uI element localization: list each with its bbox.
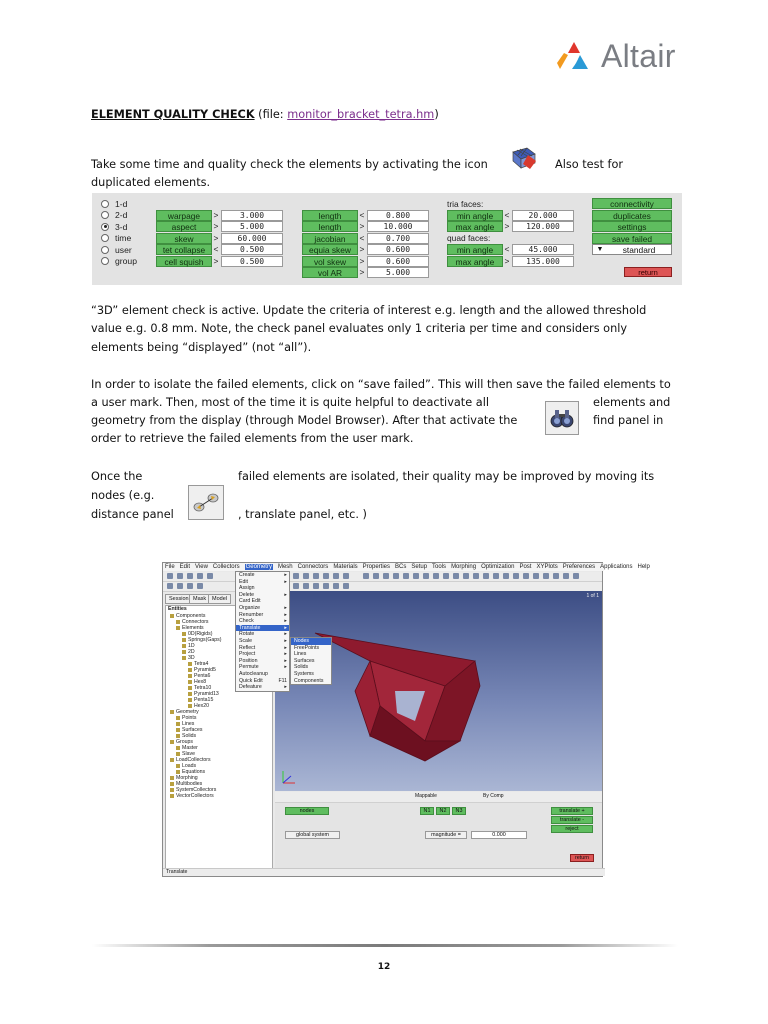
menu-item-delete[interactable]: Delete ▸ — [239, 591, 287, 598]
jacobian-button[interactable]: jacobian — [302, 233, 358, 244]
geometry-menu — [235, 571, 290, 692]
tree-item[interactable]: Loads — [176, 763, 196, 769]
menu-view[interactable]: View — [195, 564, 208, 570]
altair-logo-text: Altair — [601, 38, 676, 74]
toolbar-icon[interactable] — [207, 573, 213, 579]
quality-check-icon — [509, 146, 539, 170]
tree-item[interactable]: Hex20 — [188, 703, 209, 709]
distance-panel-icon — [188, 485, 224, 520]
intro-line-1b — [555, 156, 623, 174]
menu-item-reflect[interactable]: Reflect ▸ — [239, 644, 287, 651]
translate-minus-button[interactable]: translate - — [551, 816, 593, 824]
isolate-line-2b: elements and — [593, 396, 671, 409]
quad-max-angle-button[interactable]: max angle — [447, 256, 503, 267]
toolbar-icon[interactable] — [423, 573, 429, 579]
file-link[interactable]: monitor_bracket_tetra.hm — [287, 108, 435, 121]
jacobian-op: < — [359, 233, 365, 243]
submenu-item-nodes[interactable]: Nodes — [291, 638, 331, 645]
translate-submenu — [290, 637, 332, 685]
menu-geometry[interactable]: Geometry — [245, 564, 272, 570]
toolbar-icon[interactable] — [333, 573, 339, 579]
toolbar-icon[interactable] — [187, 583, 193, 589]
menu-collectors[interactable]: Collectors — [212, 564, 240, 570]
tree-item[interactable]: Multibodies — [170, 781, 202, 787]
cell-squish-button[interactable]: cell squish — [156, 256, 212, 267]
page-number: 12 — [377, 962, 391, 972]
radio-indicator-selected — [101, 223, 109, 231]
skew-field[interactable]: 60.000 — [221, 233, 283, 244]
toolbar-icon[interactable] — [197, 573, 203, 579]
tree-item[interactable]: SystemCollectors — [170, 787, 216, 793]
improve-line-1b: failed elements are isolated, their quality may be improved by moving its — [238, 470, 655, 483]
tree-item[interactable]: Points — [176, 715, 196, 721]
n2-button[interactable]: N2 — [436, 807, 450, 815]
radio-group[interactable] — [101, 255, 137, 266]
toolbar-icon[interactable] — [303, 573, 309, 579]
radio-indicator — [101, 246, 109, 254]
radio-indicator — [101, 234, 109, 242]
submenu-item-surfaces[interactable]: Surfaces — [294, 657, 315, 664]
nodes-selector[interactable]: nodes — [285, 807, 329, 815]
tria-min-angle-field[interactable]: 20.000 — [512, 210, 574, 221]
isolate-line-4: order to retrieve the failed elements from the user mark. — [91, 432, 414, 445]
toolbar-icon[interactable] — [333, 583, 339, 589]
menu-item-defeature[interactable]: Defeature ▸ — [239, 684, 287, 691]
menu-connectors[interactable]: Connectors — [297, 564, 329, 570]
toolbar-icon[interactable] — [313, 583, 319, 589]
tree-item[interactable]: VectorCollectors — [170, 793, 214, 799]
standard-select[interactable] — [592, 244, 672, 255]
submenu-item-freepoints[interactable]: FreePoints — [294, 644, 320, 651]
magnitude-label[interactable]: magnitude = — [425, 831, 467, 839]
isolate-line-2a: a user mark. Then, most of the time it is quite helpful to deactivate all — [91, 396, 489, 409]
quad-min-angle-button[interactable]: min angle — [447, 244, 503, 255]
toolbar-icon[interactable] — [293, 573, 299, 579]
isolate-line-3b: find panel in — [593, 414, 664, 427]
toolbar-icon[interactable] — [463, 573, 469, 579]
tree-item[interactable]: 2D — [182, 649, 195, 655]
tet-collapse-button[interactable]: tet collapse — [156, 244, 212, 255]
quad-max-angle-field[interactable]: 135.000 — [512, 256, 574, 267]
menu-post[interactable]: Post — [519, 564, 532, 570]
vol-ar-button[interactable]: vol AR — [302, 267, 358, 278]
tree-item[interactable]: 1D — [182, 643, 195, 649]
file-prefix: (file: — [254, 108, 288, 121]
tree-item[interactable]: Geometry — [170, 709, 199, 715]
menu-bar — [163, 563, 650, 571]
menu-item-quick-edit[interactable]: Quick Edit F11 — [239, 677, 287, 684]
settings-button[interactable]: settings — [592, 221, 672, 232]
menu-optimization[interactable]: Optimization — [481, 564, 515, 570]
menu-help[interactable]: Help — [637, 564, 650, 570]
binoculars-find-icon — [545, 401, 579, 435]
toolbar-icon[interactable] — [553, 573, 559, 579]
toolbar-icon[interactable] — [293, 583, 299, 589]
tree-item[interactable]: LoadCollectors — [170, 757, 211, 763]
section-title: ELEMENT QUALITY CHECK — [91, 108, 255, 121]
reject-button[interactable]: reject — [551, 825, 593, 833]
duplicates-button[interactable]: duplicates — [592, 210, 672, 221]
tree-item[interactable]: Solids — [176, 733, 196, 739]
toolbar-icon[interactable] — [383, 573, 389, 579]
toolbar-icon[interactable] — [453, 573, 459, 579]
equia-skew-op: > — [359, 244, 365, 254]
toolbar-icon[interactable] — [167, 583, 173, 589]
improve-line-3b: , translate panel, etc. ) — [238, 508, 367, 521]
menu-item-scale[interactable]: Scale ▸ — [239, 637, 287, 644]
tree-item[interactable]: Equations — [176, 769, 205, 775]
equia-skew-field[interactable]: 0.600 — [367, 244, 429, 255]
radio-label: 3-d — [115, 221, 128, 232]
tet-collapse-field[interactable]: 0.500 — [221, 244, 283, 255]
warpage-op: > — [213, 210, 219, 220]
menu-item-project[interactable]: Project ▸ — [239, 651, 287, 658]
tree-item[interactable]: Pyramid5 — [188, 667, 216, 673]
length-max-op: > — [359, 221, 365, 231]
menu-applications[interactable]: Applications — [600, 564, 633, 570]
connectivity-button[interactable]: connectivity — [592, 198, 672, 209]
menu-item-check[interactable]: Check ▸ — [239, 618, 287, 625]
tree-item[interactable]: 0D(Rigids) — [182, 631, 213, 637]
radio-indicator — [101, 200, 109, 208]
menu-item-create[interactable]: Create ▸ — [239, 572, 287, 578]
tab-session[interactable]: Session — [165, 594, 193, 604]
tree-item[interactable]: Lines — [176, 721, 194, 727]
intro-line-2 — [91, 174, 210, 192]
tria-min-angle-button[interactable]: min angle — [447, 210, 503, 221]
dropdown-triangle-icon: ▼ — [596, 246, 604, 253]
menu-item-permute[interactable]: Permute ▸ — [239, 664, 287, 671]
vol-ar-op: > — [359, 267, 365, 277]
tria-max-angle-button[interactable]: max angle — [447, 221, 503, 232]
criteria-line-2: value e.g. 0.8 mm. Note, the check panel evaluates only 1 criteria per time and considers only — [91, 322, 628, 336]
radio-2d[interactable] — [101, 209, 127, 220]
visualization-toolbar — [275, 792, 602, 803]
improve-line-1a: Once the — [91, 470, 143, 483]
toolbar-icon[interactable] — [343, 583, 349, 589]
menu-item-assign[interactable]: Assign — [239, 585, 255, 592]
menu-item-position[interactable]: Position ▸ — [239, 657, 287, 664]
magnitude-field[interactable]: 0.000 — [471, 831, 527, 839]
tria-min-angle-op: < — [504, 210, 510, 220]
toolbar-icon[interactable] — [433, 573, 439, 579]
translate-panel — [275, 803, 602, 875]
tree-item[interactable]: Master — [176, 745, 198, 751]
section-heading — [91, 108, 439, 121]
toolbar-icon[interactable] — [177, 573, 183, 579]
toolbar-icon[interactable] — [187, 573, 193, 579]
standard-select-value: standard — [622, 244, 656, 255]
radio-time[interactable] — [101, 232, 131, 243]
toolbar-icon[interactable] — [393, 573, 399, 579]
intro-text-a: Take some time and quality check the elements by activating the icon — [91, 158, 488, 171]
quad-max-angle-op: > — [504, 256, 510, 266]
panel-return-button[interactable]: return — [570, 854, 594, 862]
menu-xyplots[interactable]: XYPlots — [536, 564, 558, 570]
menu-item-autocleanup[interactable]: Autocleanup — [239, 670, 268, 677]
altair-logo-mark — [556, 41, 592, 73]
warpage-field[interactable]: 3.000 — [221, 210, 283, 221]
tree-item[interactable]: Penta6 — [188, 673, 210, 679]
menu-setup[interactable]: Setup — [411, 564, 428, 570]
footer-divider — [92, 944, 678, 947]
radio-indicator — [101, 211, 109, 219]
graphics-viewport[interactable] — [275, 591, 602, 791]
tree-item[interactable]: 3D — [182, 655, 195, 661]
radio-3d[interactable] — [101, 221, 127, 232]
toolbar-icon[interactable] — [177, 583, 183, 589]
menu-item-organize[interactable]: Organize ▸ — [239, 604, 287, 611]
isolate-line-3a: geometry from the display (through Model Browser). After that activate the — [91, 414, 518, 427]
menu-tools[interactable]: Tools — [432, 564, 447, 570]
tree-item[interactable]: Connectors — [176, 619, 209, 625]
tree-item[interactable]: Slave — [176, 751, 195, 757]
radio-1d[interactable] — [101, 198, 127, 209]
length-max-button[interactable]: length — [302, 221, 358, 232]
criteria-line-1: “3D” element check is active. Update the criteria of interest e.g. length and the allowed threshold — [91, 304, 647, 317]
menu-file[interactable]: File — [165, 564, 175, 570]
tree-item[interactable]: Hex8 — [188, 679, 206, 685]
menu-item-card-edit[interactable]: Card Edit — [239, 598, 261, 605]
intro-text-b: Also test for — [555, 158, 624, 171]
length-min-button[interactable]: length — [302, 210, 358, 221]
quad-min-angle-op: < — [504, 244, 510, 254]
file-suffix: ) — [434, 108, 439, 121]
toolbar-icon[interactable] — [363, 573, 369, 579]
tree-item[interactable]: Groups — [170, 739, 193, 745]
entities-header: Entities — [168, 606, 187, 612]
submenu-item-components[interactable]: Components — [294, 677, 324, 684]
menu-item-translate[interactable]: Translate ▸ — [236, 625, 289, 632]
toolbar-icon[interactable] — [323, 583, 329, 589]
tree-item[interactable]: Tetra4 — [188, 661, 208, 667]
return-button[interactable]: return — [624, 267, 672, 277]
tree-item[interactable]: Springs(Gaps) — [182, 637, 221, 643]
aspect-op: > — [213, 221, 219, 231]
toolbar-icon[interactable] — [403, 573, 409, 579]
toolbar-icon[interactable] — [513, 573, 519, 579]
cell-squish-field[interactable]: 0.500 — [221, 256, 283, 267]
submenu-item-systems[interactable]: Systems — [294, 670, 314, 677]
tree-item[interactable]: Pyramid13 — [188, 691, 219, 697]
toolbar-icon[interactable] — [483, 573, 489, 579]
toolbar-icon[interactable] — [573, 573, 579, 579]
tree-item[interactable]: Components — [170, 613, 205, 619]
axis-triad-icon — [279, 767, 299, 787]
hypermesh-screenshot — [162, 562, 650, 877]
toolbar-icon[interactable] — [473, 573, 479, 579]
criteria-paragraph — [91, 302, 686, 357]
vol-skew-field[interactable]: 0.600 — [367, 256, 429, 267]
toolbar-icon[interactable] — [323, 573, 329, 579]
toolbar-icon[interactable] — [523, 573, 529, 579]
altair-logo — [556, 40, 686, 76]
tab-model[interactable]: Model — [208, 594, 231, 604]
toolbar-icon[interactable] — [563, 573, 569, 579]
toolbar-icon[interactable] — [313, 573, 319, 579]
improve-line-2: nodes (e.g. — [91, 489, 155, 502]
length-max-field[interactable]: 10.000 — [367, 221, 429, 232]
vol-skew-op: > — [359, 256, 365, 266]
toolbar-icon[interactable] — [533, 573, 539, 579]
aspect-button[interactable]: aspect — [156, 221, 212, 232]
equia-skew-button[interactable]: equia skew — [302, 244, 358, 255]
radio-user[interactable] — [101, 244, 132, 255]
tab-mask[interactable]: Mask — [189, 594, 210, 604]
cell-squish-op: > — [213, 256, 219, 266]
toolbar-icon[interactable] — [167, 573, 173, 579]
by-comp-label[interactable]: By Comp — [483, 793, 504, 799]
intro-text-c: duplicated elements. — [91, 176, 211, 189]
intro-line-1 — [91, 156, 488, 174]
skew-op: > — [213, 233, 219, 243]
tree-item[interactable]: Penta15 — [188, 697, 213, 703]
tree-item[interactable]: Morphing — [170, 775, 198, 781]
toolbar-icon[interactable] — [543, 573, 549, 579]
toolbar-icon[interactable] — [197, 583, 203, 589]
quad-faces-label: quad faces: — [447, 233, 491, 243]
warpage-button[interactable]: warpage — [156, 210, 212, 221]
toolbar-icon[interactable] — [373, 573, 379, 579]
menu-preferences[interactable]: Preferences — [562, 564, 596, 570]
quad-min-angle-field[interactable]: 45.000 — [512, 244, 574, 255]
radio-indicator — [101, 257, 109, 265]
save-failed-button[interactable]: save failed — [592, 233, 672, 244]
tria-max-angle-op: > — [504, 221, 510, 231]
n3-button[interactable]: N3 — [452, 807, 466, 815]
submenu-item-solids[interactable]: Solids — [294, 664, 309, 671]
skew-button[interactable]: skew — [156, 233, 212, 244]
improve-line-3a: distance panel — [91, 508, 174, 521]
toolbar-row-1 — [163, 572, 602, 582]
toolbar-icon[interactable] — [413, 573, 419, 579]
radio-label: 1-d — [115, 198, 128, 209]
vol-skew-button[interactable]: vol skew — [302, 256, 358, 267]
tree-item[interactable]: Elements — [176, 625, 204, 631]
menu-bcs[interactable]: BCs — [395, 564, 407, 570]
radio-label: group — [115, 255, 137, 266]
menu-item-renumber[interactable]: Renumber ▸ — [239, 611, 287, 618]
vol-ar-field[interactable]: 5.000 — [367, 267, 429, 278]
aspect-field[interactable]: 5.000 — [221, 221, 283, 232]
toolbar-icon[interactable] — [503, 573, 509, 579]
tree-item[interactable]: Tetra10 — [188, 685, 211, 691]
translate-plus-button[interactable]: translate + — [551, 807, 593, 815]
toolbar-icon[interactable] — [493, 573, 499, 579]
tria-faces-label: tria faces: — [447, 199, 484, 209]
jacobian-field[interactable]: 0.700 — [367, 233, 429, 244]
menu-materials[interactable]: Materials — [333, 564, 358, 570]
criteria-line-3: elements being “displayed” (not “all”). — [91, 340, 312, 354]
check-elems-panel — [92, 193, 682, 285]
tree-item[interactable]: Surfaces — [176, 727, 202, 733]
radio-label: user — [115, 244, 132, 255]
n1-button[interactable]: N1 — [420, 807, 434, 815]
menu-item-rotate[interactable]: Rotate ▸ — [239, 631, 287, 638]
status-bar: Translate — [163, 868, 605, 876]
menu-item-edit[interactable]: Edit ▸ — [239, 578, 287, 585]
radio-label: 2-d — [115, 209, 128, 220]
toolbar-icon[interactable] — [343, 573, 349, 579]
toolbar-icon[interactable] — [303, 583, 309, 589]
menu-morphing[interactable]: Morphing — [451, 564, 477, 570]
isolate-line-1: In order to isolate the failed elements, click on “save failed”. This will then save the failed elements to — [91, 378, 671, 391]
submenu-item-lines[interactable]: Lines — [294, 651, 307, 658]
menu-mesh[interactable]: Mesh — [277, 564, 293, 570]
toolbar-icon[interactable] — [443, 573, 449, 579]
radio-label: time — [115, 232, 132, 243]
menu-edit[interactable]: Edit — [179, 564, 191, 570]
length-min-field[interactable]: 0.800 — [367, 210, 429, 221]
length-min-op: < — [359, 210, 365, 220]
menu-properties[interactable]: Properties — [362, 564, 391, 570]
mappable-label[interactable]: Mappable — [415, 793, 437, 799]
global-system-selector[interactable]: global system — [285, 831, 340, 839]
bracket-mesh-model — [275, 591, 602, 791]
tria-max-angle-field[interactable]: 120.000 — [512, 221, 574, 232]
page-indicator: 1 of 1 — [586, 593, 599, 599]
tet-collapse-op: < — [213, 244, 219, 254]
